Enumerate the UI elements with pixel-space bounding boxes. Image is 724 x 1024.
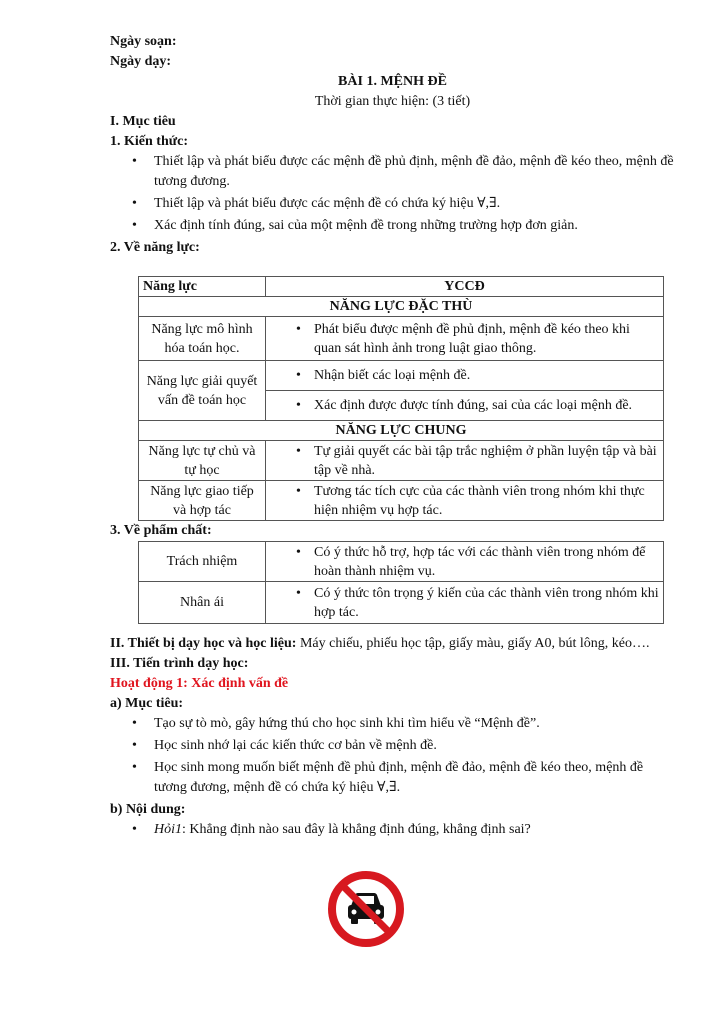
question-text: : Khẳng định nào sau đây là khẳng định đúng, khẳng định sai?	[182, 822, 531, 837]
list-item: • Tạo sự tò mò, gây hứng thú cho học sinh khi tìm hiểu về “Mệnh đề”.	[110, 714, 675, 734]
table-cell	[266, 542, 664, 582]
list-item	[110, 820, 675, 840]
equipment-label: II. Thiết bị dạy học và học liệu:	[110, 636, 297, 651]
teach-date-label: Ngày dạy:	[110, 54, 172, 69]
content-list	[110, 820, 675, 840]
qualities-table	[138, 541, 664, 624]
section-objectives-heading: I. Mục tiêu	[110, 114, 176, 129]
list-item: • Học sinh nhớ lại các kiến thức cơ bản về mệnh đề.	[110, 736, 675, 756]
table-row	[139, 441, 664, 481]
cell-bullet-text: • Tự giải quyết các bài tập trắc nghiệm ở phần luyện tập và bài tập về nhà.	[270, 442, 659, 480]
table-cell	[266, 361, 664, 391]
cell-bullet-text: • Có ý thức tôn trọng ý kiến của các thành viên trong nhóm khi hợp tác.	[270, 584, 659, 622]
cell-bullet-text: • Phát biểu được mệnh đề phủ định, mệnh đề kéo theo khi quan sát hình ảnh trong luật giao thông.	[270, 320, 659, 358]
list-item: • Thiết lập và phát biểu được các mệnh đề phủ định, mệnh đề đảo, mệnh đề kéo theo, mệnh đề tương đương.	[110, 152, 675, 192]
table-row	[139, 277, 664, 297]
table-cell: Năng lực tự chủ và tự học	[139, 441, 266, 481]
table-row	[139, 317, 664, 361]
lesson-title: BÀI 1. MỆNH ĐỀ	[338, 74, 447, 89]
competency-heading: 2. Về năng lực:	[110, 240, 200, 255]
table-section-specific: NĂNG LỰC ĐẶC THÙ	[139, 297, 664, 317]
table-cell: Năng lực giao tiếp và hợp tác	[139, 481, 266, 521]
cell-bullet-text: • Nhận biết các loại mệnh đề.	[270, 366, 659, 385]
table-cell: Trách nhiệm	[139, 542, 266, 582]
no-car-traffic-sign-icon	[327, 870, 405, 948]
table-section-general: NĂNG LỰC CHUNG	[139, 421, 664, 441]
objective-list	[110, 714, 675, 798]
knowledge-heading: 1. Kiến thức:	[110, 134, 189, 149]
content-subheading: b) Nội dung:	[110, 802, 186, 817]
table-row	[139, 481, 664, 521]
table-cell	[266, 317, 664, 361]
qualities-heading: 3. Về phẩm chất:	[110, 523, 212, 538]
lesson-duration: Thời gian thực hiện: (3 tiết)	[314, 94, 471, 109]
table-header-requirement: YCCĐ	[266, 277, 664, 297]
table-row	[139, 297, 664, 317]
table-row	[139, 582, 664, 624]
table-cell	[266, 391, 664, 421]
cell-bullet-text: • Có ý thức hỗ trợ, hợp tác với các thành viên trong nhóm để hoàn thành nhiệm vụ.	[270, 543, 659, 581]
table-cell: Năng lực giải quyết vấn đề toán học	[139, 361, 266, 421]
knowledge-list	[110, 152, 675, 236]
cell-bullet-text: • Tương tác tích cực của các thành viên trong nhóm khi thực hiện nhiệm vụ hợp tác.	[270, 482, 659, 520]
equipment-paragraph	[110, 634, 675, 654]
table-cell	[266, 582, 664, 624]
table-header-competency: Năng lực	[139, 277, 266, 297]
list-item: • Xác định tính đúng, sai của một mệnh đề trong những trường hợp đơn giản.	[110, 216, 675, 236]
list-item: • Học sinh mong muốn biết mệnh đề phủ định, mệnh đề đảo, mệnh đề kéo theo, mệnh đề tương đương, mệnh đề có chứa ký hiệu ∀,∃.	[110, 758, 675, 798]
objective-subheading: a) Mục tiêu:	[110, 696, 184, 711]
process-heading: III. Tiến trình dạy học:	[110, 656, 249, 671]
question-label: Hỏi1	[154, 822, 182, 837]
prep-date-label: Ngày soạn:	[110, 34, 177, 49]
list-item: • Thiết lập và phát biểu được các mệnh đề có chứa ký hiệu ∀,∃.	[110, 194, 675, 214]
competency-table	[138, 276, 664, 521]
table-cell	[266, 441, 664, 481]
cell-bullet-text: • Xác định được được tính đúng, sai của các loại mệnh đề.	[270, 396, 659, 415]
document-page	[110, 32, 675, 842]
table-row	[139, 361, 664, 391]
table-row	[139, 542, 664, 582]
table-cell	[266, 481, 664, 521]
equipment-text: Máy chiếu, phiếu học tập, giấy màu, giấy A0, bút lông, kéo….	[296, 636, 650, 651]
table-cell: Năng lực mô hình hóa toán học.	[139, 317, 266, 361]
table-cell: Nhân ái	[139, 582, 266, 624]
activity-heading: Hoạt động 1: Xác định vấn đề	[110, 676, 289, 691]
table-row	[139, 421, 664, 441]
